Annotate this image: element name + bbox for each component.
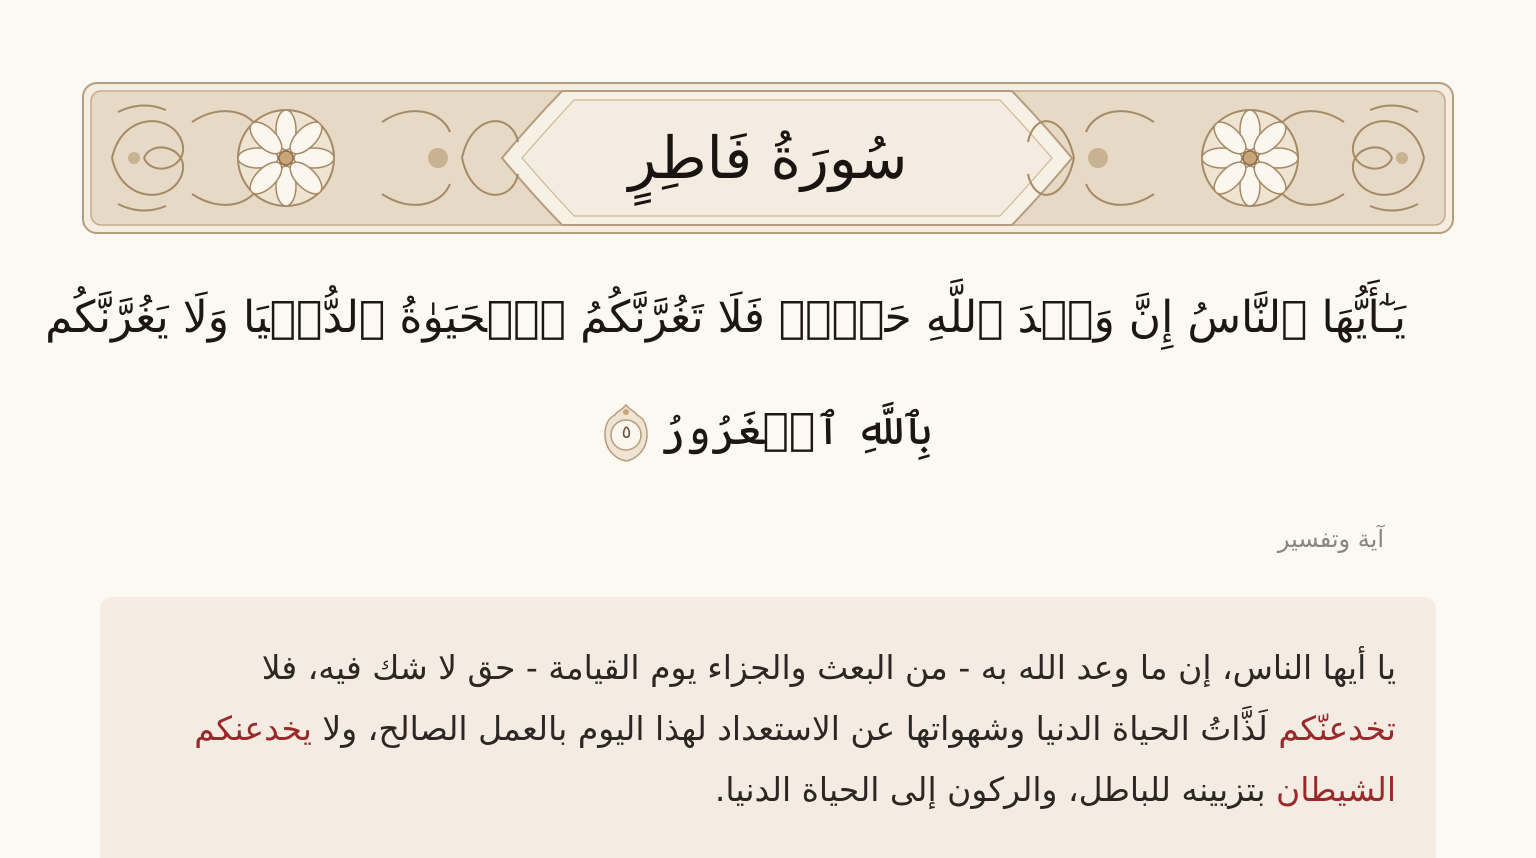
surah-title: سُورَةُ فَاطِرٍ [628, 124, 908, 192]
tafsir-part-1: يا أيها الناس، إن ما وعد الله به - من البعث والجزاء يوم القيامة - حق لا شك فيه، فلا [261, 648, 1396, 687]
verse-line-2-text: بِٱللَّهِ ٱلۡغَرُورُ [659, 404, 933, 455]
surah-header-banner [82, 82, 1454, 234]
tafsir-highlight-1[interactable]: تخدعنّكم [1278, 709, 1396, 748]
verse-line-1: يَـٰٓأَيُّهَا ٱلنَّاسُ إِنَّ وَعۡدَ ٱللَّهِ حَقّٞۖ فَلَا تَغُرَّنَّكُمُ ٱلۡحَيَوٰةُ ٱلدُّنۡيَا وَلَا يَغُرَّنَّكُم [45, 292, 1406, 343]
tafsir-text [178, 637, 1396, 820]
section-label: آية وتفسير [1277, 525, 1384, 553]
tafsir-card[interactable] [100, 597, 1436, 858]
tafsir-part-3: بتزيينه للباطل، والركون إلى الحياة الدنيا. [714, 770, 1277, 809]
ayah-number-marker-icon [603, 403, 649, 463]
quran-verse[interactable] [45, 262, 1406, 486]
tafsir-part-2: لَذَّاتُ الحياة الدنيا وشهواتها عن الاستعداد لهذا اليوم بالعمل الصالح، ولا [311, 709, 1279, 748]
ayah-number: ٥ [621, 421, 632, 443]
verse-line-2 [130, 374, 1406, 486]
tafsir-highlight-2[interactable]: يخدعنكم الشيطان [194, 709, 1396, 809]
